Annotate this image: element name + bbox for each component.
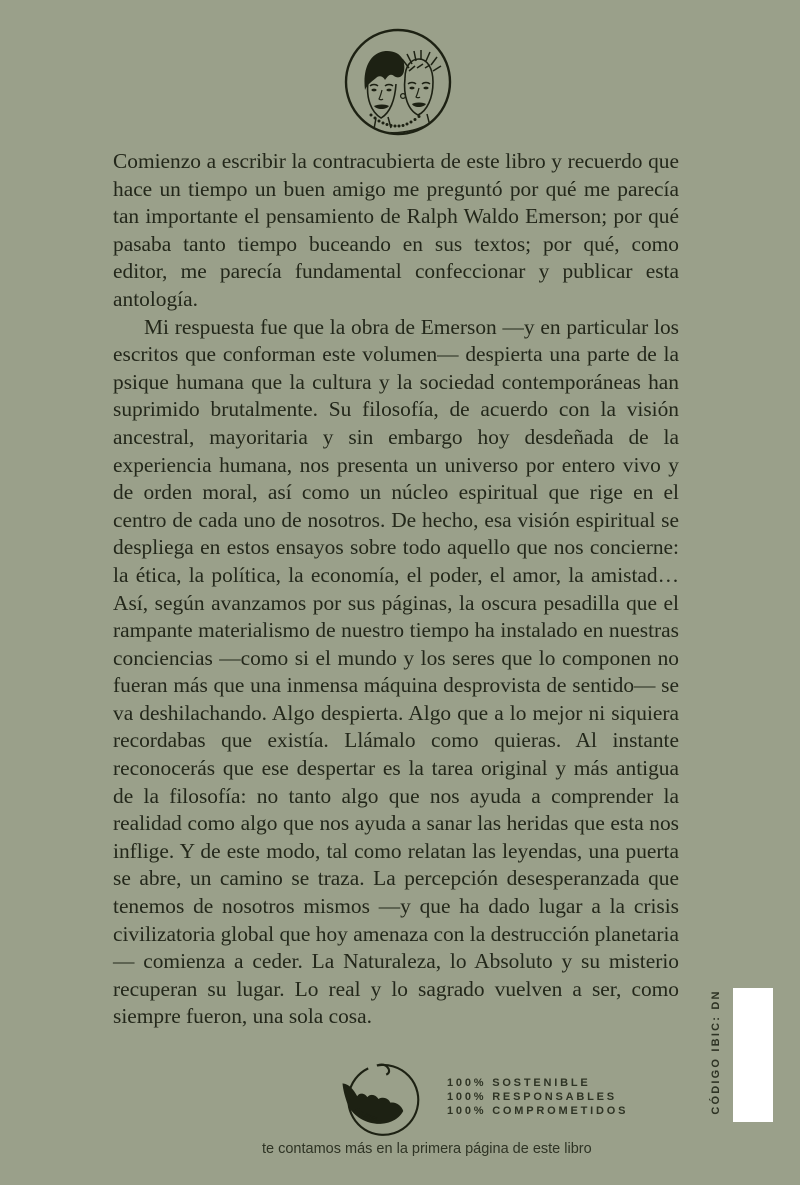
blurb-paragraph-2: Mi respuesta fue que la obra de Emerson —y en particular los escritos que conforman este volumen— despierta una parte de la psique humana que la cultura y la sociedad contemporáneas han suprimido brutalmente. Su filosofía, de acuerdo con la visión ancestral, mayoritaria y sin embargo hoy desdeñada de la experiencia humana, nos presenta un universo por entero vivo y de orden moral, así como un núcleo espiritual que rige en el centro de cada uno de nosotros. De hecho, esa visión espiritual se despliega en estos ensayos sobre todo aquello que nos concierne: la ética, la política, la economía, el poder, el amor, la amistad… Así, según avanzamos por sus páginas, la oscura pesadilla que el rampante materialismo de nuestro tiempo ha instalado en nuestras conciencias —como si el mundo y los seres que lo componen no fueran más que una inmensa máquina desprovista de sentido— se va deshilachando. Algo despierta. Algo que a lo mejor ni siquiera recordabas que existía. Llámalo como quieras. Al instante reconocerás que ese despertar es la tarea original y más antigua de la filosofía: no tanto algo que nos ayuda a comprender la realidad como algo que nos ayuda a sanar las heridas que esta nos inflige. Y de este modo, tal como relatan las leyendas, una puerta se abre, un camino se traza. La percepción desesperanzada que tenemos de nosotros mismos —y que ha dado lugar a la crisis civilizatoria global que hoy amenaza con la destrucción planetaria— comienza a ceder. La Naturaleza, lo Absoluto y su misterio recuperan su lugar. Lo real y lo sagrado vuelven a ser, como siempre fueron, una sola cosa. xyxy=(113,314,679,1029)
eco-claim-line: 100% RESPONSABLES xyxy=(447,1091,617,1104)
feather-in-circle-icon xyxy=(337,1059,429,1139)
eco-claim-line: 100% SOSTENIBLE xyxy=(447,1077,591,1089)
eco-claim-line: 100% COMPROMETIDOS xyxy=(447,1105,629,1118)
eco-logo xyxy=(337,1059,429,1139)
blurb-paragraph-1: Comienzo a escribir la contracubierta de este libro y recuerdo que hace un tiempo un buen amigo me preguntó por qué me parecía tan importante el pensamiento de Ralph Waldo Emerson; por qué pasaba tanto tiempo buceando en sus textos; por qué, como editor, me parecía fundamental confeccionar y publicar esta antología. xyxy=(113,149,679,311)
eco-footnote: te contamos más en la primera página de este libro xyxy=(262,1141,592,1157)
eco-claims xyxy=(447,1076,628,1119)
ibic-code-label: CÓDIGO IBIC: DN xyxy=(710,989,722,1115)
publisher-logo xyxy=(343,26,453,136)
back-cover-text xyxy=(113,148,679,1031)
two-faces-publisher-emblem-icon xyxy=(343,26,453,136)
barcode-placeholder xyxy=(733,988,773,1122)
